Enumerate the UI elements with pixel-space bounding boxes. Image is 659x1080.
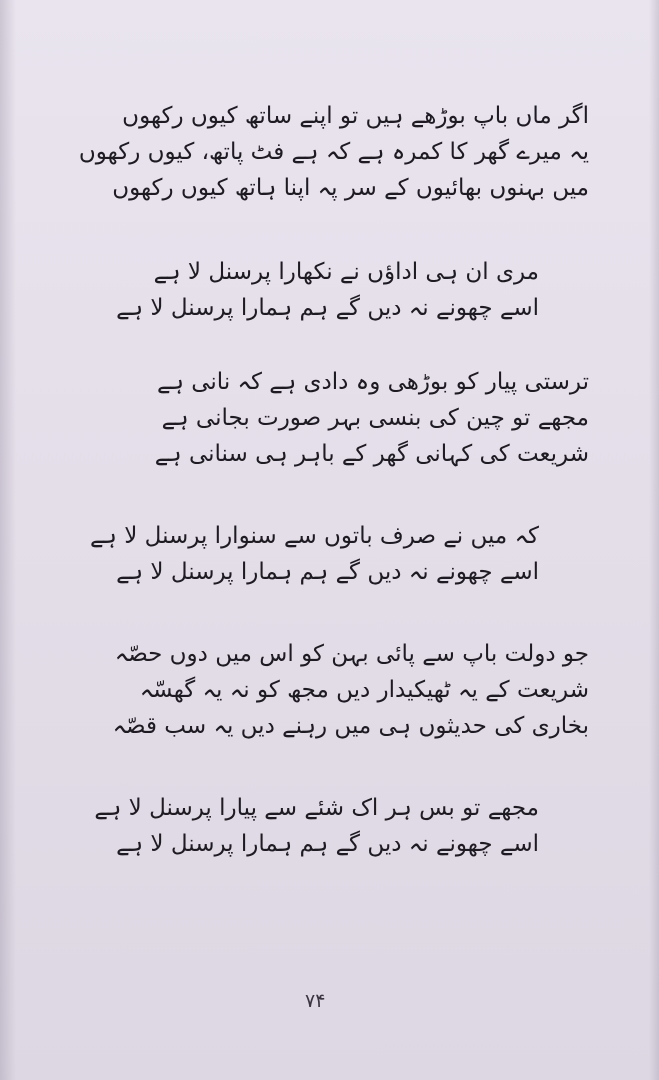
verse-line: یہ میرے گھر کا کمرہ ہے کہ ہے فٹ پاتھ، کیوں رکھوں xyxy=(78,139,589,165)
verse-line: جو دولت باپ سے پائی بہن کو اس میں دوں حصّہ xyxy=(114,641,589,667)
page-edge-shadow-right xyxy=(649,0,659,1080)
verse-line: اسے چھونے نہ دیں گے ہم ہمارا پرسنل لا ہے xyxy=(116,831,539,857)
verse-line: اگر ماں باپ بوڑھے ہیں تو اپنے ساتھ کیوں رکھوں xyxy=(122,103,589,129)
page-edge-shadow-left xyxy=(0,0,16,1080)
verse-line: مری ان ہی اداؤں نے نکھارا پرسنل لا ہے xyxy=(153,259,539,285)
stanza-4-refrain xyxy=(90,518,539,590)
verse-line: شریعت کے یہ ٹھیکیدار دیں مجھ کو نہ یہ گھسّہ xyxy=(139,677,589,703)
verse-line: اسے چھونے نہ دیں گے ہم ہمارا پرسنل لا ہے xyxy=(116,559,539,585)
stanza-2-refrain xyxy=(116,254,539,326)
verse-line: مجھے تو چین کی بنسی بہر صورت بجانی ہے xyxy=(161,405,589,431)
verse-line: بخاری کی حدیثوں ہی میں رہنے دیں یہ سب قصّہ xyxy=(112,713,589,739)
page-number: ۷۴ xyxy=(305,990,326,1012)
stanza-3 xyxy=(155,364,589,472)
verse-line: اسے چھونے نہ دیں گے ہم ہمارا پرسنل لا ہے xyxy=(116,295,539,321)
verse-line: کہ میں نے صرف باتوں سے سنوارا پرسنل لا ہے xyxy=(89,523,539,549)
verse-line: ترستی پیار کو بوڑھی وہ دادی ہے کہ نانی ہے xyxy=(156,369,589,395)
verse-line: شریعت کی کہانی گھر کے باہر ہی سنانی ہے xyxy=(154,441,589,467)
stanza-5 xyxy=(113,636,589,744)
stanza-1 xyxy=(79,98,589,206)
verse-line: مجھے تو بس ہر اک شئے سے پیارا پرسنل لا ہے xyxy=(94,795,539,821)
verse-line: میں بہنوں بھائیوں کے سر پہ اپنا ہاتھ کیوں رکھوں xyxy=(112,175,589,201)
stanza-6-refrain xyxy=(94,790,539,862)
